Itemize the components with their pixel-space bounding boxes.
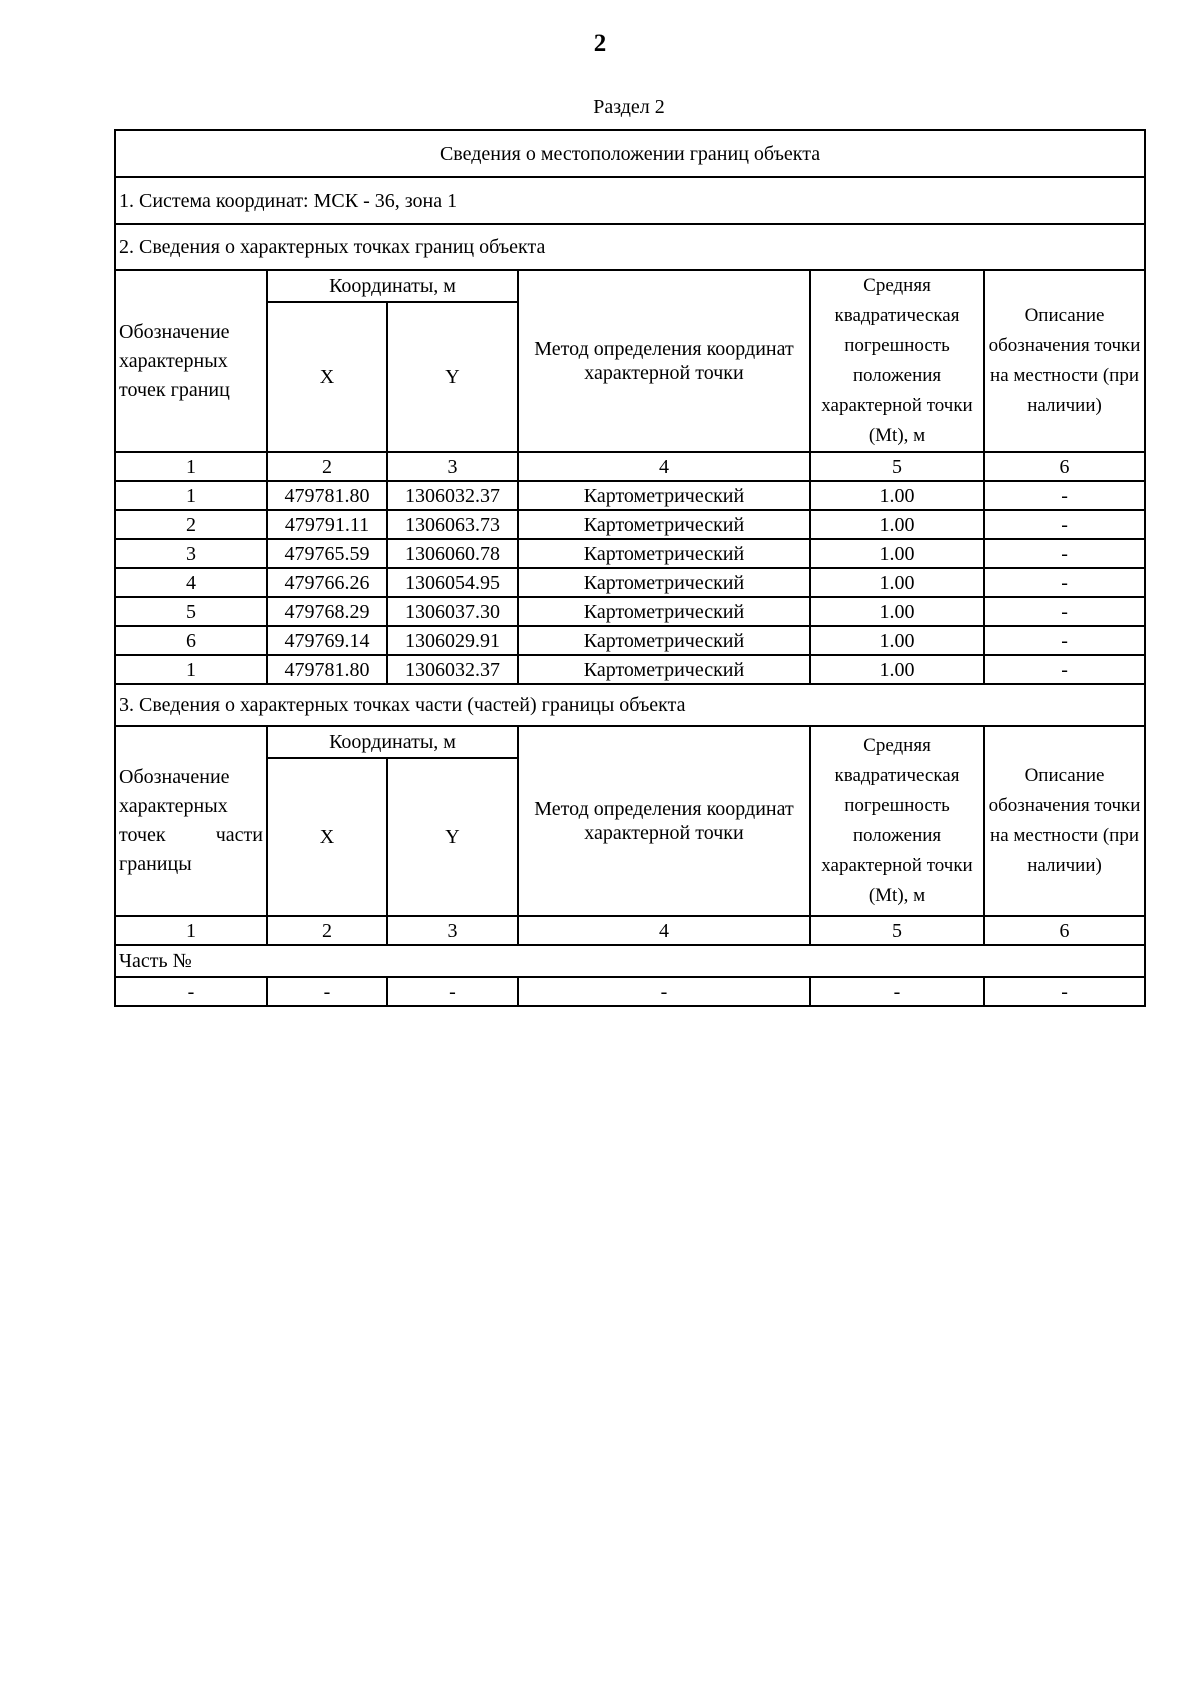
table-row bbox=[115, 626, 1145, 655]
s2-header-coords: Координаты, м bbox=[267, 270, 518, 302]
table-cell: Картометрический bbox=[518, 510, 810, 539]
s3-rows bbox=[115, 977, 1145, 1006]
table-cell: 1.00 bbox=[810, 510, 984, 539]
section-title: Раздел 2 bbox=[593, 96, 665, 118]
table-cell: 1306037.30 bbox=[387, 597, 518, 626]
col-number: 5 bbox=[810, 916, 984, 945]
table-cell: 1306060.78 bbox=[387, 539, 518, 568]
table-cell: 479766.26 bbox=[267, 568, 387, 597]
boundary-table bbox=[114, 129, 1146, 1007]
table-cell: - bbox=[984, 626, 1145, 655]
table-cell: 1306063.73 bbox=[387, 510, 518, 539]
section3-title: 3. Сведения о характерных точках части (частей) границы объекта bbox=[115, 684, 1145, 726]
table-cell: 1.00 bbox=[810, 626, 984, 655]
s2-header-y: Y bbox=[387, 302, 518, 452]
s3-header-method: Метод определения координат характерной точки bbox=[518, 726, 810, 916]
table-cell: Картометрический bbox=[518, 626, 810, 655]
table-row bbox=[115, 481, 1145, 510]
col-number: 1 bbox=[115, 452, 267, 481]
table-cell: Картометрический bbox=[518, 655, 810, 684]
table-cell: - bbox=[984, 510, 1145, 539]
table-cell: Картометрический bbox=[518, 597, 810, 626]
table-cell: Картометрический bbox=[518, 481, 810, 510]
table-cell: 479765.59 bbox=[267, 539, 387, 568]
s2-header-x: X bbox=[267, 302, 387, 452]
table-cell: 479768.29 bbox=[267, 597, 387, 626]
col-number: 6 bbox=[984, 452, 1145, 481]
part-label: Часть № bbox=[115, 945, 1145, 977]
s3-col-numbers bbox=[115, 916, 1145, 945]
table-row bbox=[115, 510, 1145, 539]
table-cell: Картометрический bbox=[518, 539, 810, 568]
table-cell: - bbox=[984, 597, 1145, 626]
table-cell: Картометрический bbox=[518, 568, 810, 597]
s3-header-description: Описание обозначения точки на местности (при наличии) bbox=[984, 726, 1145, 916]
table-row bbox=[115, 568, 1145, 597]
s3-header-x: X bbox=[267, 758, 387, 916]
table-cell: 6 bbox=[115, 626, 267, 655]
table-cell: 1 bbox=[115, 655, 267, 684]
s2-col-numbers bbox=[115, 452, 1145, 481]
table-cell: 1 bbox=[115, 481, 267, 510]
s2-header-error: Средняя квадратическая погрешность положения характерной точки (Mt), м bbox=[810, 270, 984, 452]
table-cell: 1.00 bbox=[810, 597, 984, 626]
col-number: 1 bbox=[115, 916, 267, 945]
table-cell: 479781.80 bbox=[267, 481, 387, 510]
table-cell: 479769.14 bbox=[267, 626, 387, 655]
table-cell: 1.00 bbox=[810, 481, 984, 510]
s3-header-designation bbox=[115, 726, 267, 916]
table-cell: 1306032.37 bbox=[387, 481, 518, 510]
table-cell: - bbox=[984, 655, 1145, 684]
table-cell: 4 bbox=[115, 568, 267, 597]
table-cell: 1.00 bbox=[810, 655, 984, 684]
table-cell: 1.00 bbox=[810, 539, 984, 568]
s3-header-designation-line: характерных bbox=[119, 795, 228, 817]
col-number: 2 bbox=[267, 452, 387, 481]
table-cell: 1.00 bbox=[810, 568, 984, 597]
col-number: 4 bbox=[518, 916, 810, 945]
s3-header-designation-line: границы bbox=[119, 853, 192, 875]
table-cell: - bbox=[387, 977, 518, 1006]
table-cell: 2 bbox=[115, 510, 267, 539]
s2-rows bbox=[115, 481, 1145, 684]
table-cell: 1306029.91 bbox=[387, 626, 518, 655]
col-number: 2 bbox=[267, 916, 387, 945]
section2-title: 2. Сведения о характерных точках границ объекта bbox=[115, 224, 1145, 270]
s3-header-designation-line: точек части bbox=[119, 824, 263, 846]
s3-header-y: Y bbox=[387, 758, 518, 916]
s3-header-designation-line: Обозначение bbox=[119, 766, 230, 788]
col-number: 4 bbox=[518, 452, 810, 481]
s3-header-coords: Координаты, м bbox=[267, 726, 518, 758]
table-cell: 479791.11 bbox=[267, 510, 387, 539]
table-cell: - bbox=[115, 977, 267, 1006]
table-cell: - bbox=[984, 481, 1145, 510]
table-cell: - bbox=[810, 977, 984, 1006]
s2-header-description: Описание обозначения точки на местности (при наличии) bbox=[984, 270, 1145, 452]
table-cell: 479781.80 bbox=[267, 655, 387, 684]
table-row bbox=[115, 539, 1145, 568]
table-cell: 3 bbox=[115, 539, 267, 568]
table-cell: - bbox=[984, 568, 1145, 597]
table-cell: 1306032.37 bbox=[387, 655, 518, 684]
col-number: 5 bbox=[810, 452, 984, 481]
col-number: 6 bbox=[984, 916, 1145, 945]
coordinate-system: 1. Система координат: МСК - 36, зона 1 bbox=[115, 177, 1145, 224]
col-number: 3 bbox=[387, 452, 518, 481]
table-cell: - bbox=[267, 977, 387, 1006]
table-row bbox=[115, 977, 1145, 1006]
table-cell: - bbox=[984, 539, 1145, 568]
table-title: Сведения о местоположении границ объекта bbox=[115, 130, 1145, 177]
s2-header-method: Метод определения координат характерной точки bbox=[518, 270, 810, 452]
col-number: 3 bbox=[387, 916, 518, 945]
table-row bbox=[115, 655, 1145, 684]
table-cell: 5 bbox=[115, 597, 267, 626]
s2-header-designation: Обозначение характерных точек границ bbox=[115, 270, 267, 452]
s3-header-error: Средняя квадратическая погрешность положения характерной точки (Mt), м bbox=[810, 726, 984, 916]
table-cell: 1306054.95 bbox=[387, 568, 518, 597]
table-cell: - bbox=[984, 977, 1145, 1006]
page-number: 2 bbox=[593, 30, 607, 57]
table-cell: - bbox=[518, 977, 810, 1006]
table-row bbox=[115, 597, 1145, 626]
